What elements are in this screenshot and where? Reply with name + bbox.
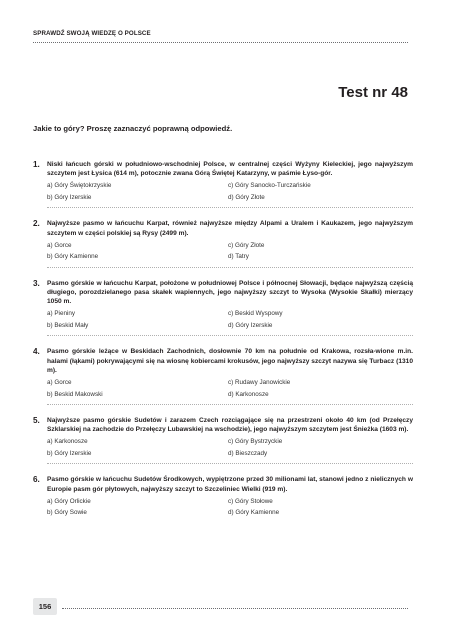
question-list	[33, 160, 413, 529]
section-header: SPRAWDŹ SWOJĄ WIEDZĘ O POLSCE	[33, 30, 151, 37]
answer-option-a[interactable]: a) Góry Orlickie	[47, 497, 91, 505]
question-divider	[47, 207, 413, 208]
answer-options	[47, 379, 413, 399]
answer-option-a[interactable]: a) Pieniny	[47, 310, 76, 318]
answer-option-b[interactable]: b) Góry Izerskie	[47, 449, 92, 457]
answer-option-d[interactable]: d) Góry Kamienne	[228, 509, 280, 517]
answer-options	[47, 498, 413, 518]
question-number: 4.	[33, 347, 40, 357]
question-2	[33, 219, 413, 267]
answer-option-c[interactable]: c) Rudawy Janowickie	[228, 379, 291, 387]
answer-option-d[interactable]: d) Góry Złote	[228, 193, 265, 201]
answer-option-b[interactable]: b) Beskid Makowski	[47, 390, 103, 398]
question-number: 2.	[33, 219, 40, 229]
question-number: 1.	[33, 160, 40, 169]
question-1	[33, 160, 413, 208]
question-6	[33, 475, 413, 517]
question-text: Pasmo górskie leżące w Beskidach Zachodnich, dosłownie 70 km na południe od Krakowa, rozsła-wione m.in. halami (łąkami) pokrywającymi się na wiosnę kobiercami krokusów, jego najwyższy szczyt nazywa się Turbacz (1310 m).	[47, 348, 413, 374]
answer-option-b[interactable]: b) Beskid Mały	[47, 321, 89, 329]
answer-option-d[interactable]: d) Tatry	[228, 253, 249, 261]
answer-option-a[interactable]: a) Gorce	[47, 379, 72, 387]
question-divider	[47, 267, 413, 268]
answer-option-c[interactable]: c) Beskid Wyspowy	[228, 310, 283, 318]
header-divider	[33, 42, 408, 43]
question-number: 5.	[33, 416, 40, 426]
question-5	[33, 416, 413, 464]
answer-option-c[interactable]: c) Góry Stołowe	[228, 497, 273, 505]
answer-options	[47, 438, 413, 458]
answer-option-a[interactable]: a) Karkonosze	[47, 438, 88, 446]
answer-options	[47, 242, 413, 262]
answer-option-d[interactable]: d) Góry Izerskie	[228, 321, 273, 329]
question-text: Pasmo górskie w łańcuchu Karpat, położone w południowej Polsce i północnej Słowacji, będące najwyższą częścią długiego, porozdzielanego pasa skałek wapiennych, jego najwyższy szczyt to Wysoka (Wysokie Skałki) mierzący 1050 m.	[47, 279, 413, 306]
instruction: Jakie to góry? Proszę zaznaczyć poprawną odpowiedź.	[33, 124, 233, 133]
answer-option-b[interactable]: b) Góry Kamienne	[47, 253, 99, 261]
answer-options	[47, 182, 413, 202]
question-text: Niski łańcuch górski w południowo-wschodniej Polsce, w centralnej części Wyżyny Kieleckiej, jego najwyższym szczytem jest Łysica (614 m), potocznie zwana Górą Świętej Katarzyny, w paśmie Łyso-gór.	[47, 161, 413, 178]
question-number: 3.	[33, 278, 40, 288]
answer-options	[47, 310, 413, 330]
answer-option-b[interactable]: b) Góry Izerskie	[47, 193, 92, 201]
question-text: Najwyższe pasmo w łańcuchu Karpat, również najwyższe między Alpami a Uralem i Kaukazem, jego najwyższym szczytem w części polskiej są Rysy (2499 m).	[47, 220, 413, 237]
question-4	[33, 347, 413, 405]
answer-option-c[interactable]: c) Góry Sanocko-Turczańskie	[228, 182, 311, 190]
answer-option-c[interactable]: c) Góry Złote	[228, 241, 265, 249]
question-text: Najwyższe pasmo górskie Sudetów i zarazem Czech rozciągające się na przestrzeni około 40 km (od Przełęczy Szklarskiej na zachodzie do Przełęczy Lubawskiej na wschodzie), jego najwyższym szczytem jest Śnieżka (1603 m).	[47, 417, 413, 434]
question-text: Pasmo górskie w łańcuchu Sudetów Środkowych, wypiętrzone przed 30 milionami lat, stanowi jedno z nielicznych w Europie pasm gór płytowych, najwyższy szczyt to Szczeliniec Wielki (919 m).	[47, 476, 413, 493]
page-number: 156	[33, 598, 57, 615]
question-3	[33, 279, 413, 337]
footer-divider	[62, 608, 408, 609]
question-divider	[47, 404, 413, 405]
page-title: Test nr 48	[338, 84, 408, 101]
answer-option-a[interactable]: a) Góry Świętokrzyskie	[47, 182, 112, 190]
answer-option-d[interactable]: d) Karkonosze	[228, 390, 269, 398]
answer-option-a[interactable]: a) Gorce	[47, 241, 72, 249]
question-divider	[47, 335, 413, 336]
answer-option-d[interactable]: d) Bieszczady	[228, 449, 268, 457]
answer-option-b[interactable]: b) Góry Sowie	[47, 509, 87, 517]
answer-option-c[interactable]: c) Góry Bystrzyckie	[228, 438, 283, 446]
question-divider	[47, 463, 413, 464]
question-number: 6.	[33, 475, 40, 485]
